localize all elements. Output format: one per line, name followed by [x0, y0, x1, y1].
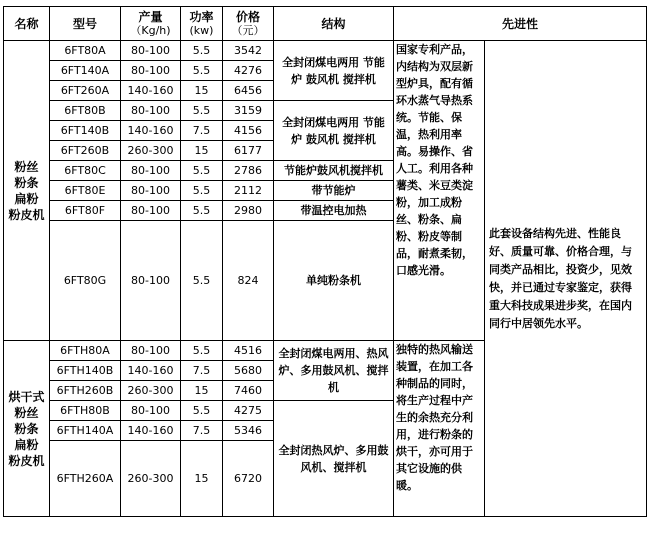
- model-cell: 6FT260B: [50, 141, 121, 161]
- output-cell: 260-300: [121, 441, 181, 517]
- category-name: [4, 341, 50, 517]
- power-cell: 15: [181, 81, 223, 101]
- header-structure: 结构: [274, 7, 394, 41]
- output-cell: 80-100: [121, 101, 181, 121]
- header-name: 名称: [4, 7, 50, 41]
- category-name: [4, 41, 50, 341]
- structure-cell: 单纯粉条机: [274, 221, 394, 341]
- model-cell: 6FTH140B: [50, 361, 121, 381]
- header-power-unit: (kw): [189, 23, 214, 37]
- price-cell: 5346: [223, 421, 274, 441]
- structure-cell: 全封闭煤电两用 节能炉 鼓风机 搅拌机: [274, 41, 394, 101]
- price-cell: 7460: [223, 381, 274, 401]
- header-output-label: 产量: [138, 9, 163, 24]
- header-power-label: 功率: [189, 9, 214, 24]
- power-cell: 5.5: [181, 101, 223, 121]
- category-name-text: 粉丝 粉条 扁粉 粉皮机: [8, 159, 45, 222]
- power-cell: 15: [181, 381, 223, 401]
- power-cell: 5.5: [181, 221, 223, 341]
- product-table: [3, 6, 647, 517]
- header-advanced: 先进性: [394, 7, 647, 41]
- output-cell: 80-100: [121, 61, 181, 81]
- output-cell: 140-160: [121, 121, 181, 141]
- structure-cell: 带节能炉: [274, 181, 394, 201]
- model-cell: 6FT80F: [50, 201, 121, 221]
- power-cell: 5.5: [181, 201, 223, 221]
- model-cell: 6FTH260B: [50, 381, 121, 401]
- structure-cell: 全封闭煤电两用、热风炉、多用鼓风机、搅拌机: [274, 341, 394, 401]
- header-output: [121, 7, 181, 41]
- output-cell: 260-300: [121, 381, 181, 401]
- output-cell: 260-300: [121, 141, 181, 161]
- model-cell: 6FTH80B: [50, 401, 121, 421]
- power-cell: 5.5: [181, 41, 223, 61]
- power-cell: 7.5: [181, 421, 223, 441]
- structure-cell: 带温控电加热: [274, 201, 394, 221]
- model-cell: 6FT140A: [50, 61, 121, 81]
- model-cell: 6FT80A: [50, 41, 121, 61]
- power-cell: 5.5: [181, 61, 223, 81]
- model-cell: 6FT80C: [50, 161, 121, 181]
- output-cell: 140-160: [121, 421, 181, 441]
- output-cell: 80-100: [121, 161, 181, 181]
- model-cell: 6FT260A: [50, 81, 121, 101]
- power-cell: 5.5: [181, 401, 223, 421]
- power-cell: 7.5: [181, 121, 223, 141]
- header-price-label: 价格: [235, 9, 260, 24]
- power-cell: 15: [181, 141, 223, 161]
- model-cell: 6FT80G: [50, 221, 121, 341]
- header-output-unit: （Kg/h): [130, 23, 171, 37]
- price-cell: 6177: [223, 141, 274, 161]
- structure-cell: 全封闭热风炉、多用鼓风机、搅拌机: [274, 401, 394, 517]
- description-cell: 独特的热风输送装置，在加工各种制品的同时，将生产过程中产生的余热充分利用，进行粉条的烘干，亦可用于其它设施的供暖。: [394, 341, 485, 517]
- price-cell: 824: [223, 221, 274, 341]
- table-row: [4, 41, 647, 61]
- power-cell: 5.5: [181, 161, 223, 181]
- output-cell: 80-100: [121, 41, 181, 61]
- model-cell: 6FT80B: [50, 101, 121, 121]
- power-cell: 5.5: [181, 341, 223, 361]
- power-cell: 5.5: [181, 181, 223, 201]
- output-cell: 140-160: [121, 361, 181, 381]
- price-cell: 3159: [223, 101, 274, 121]
- price-cell: 6720: [223, 441, 274, 517]
- model-cell: 6FTH140A: [50, 421, 121, 441]
- price-cell: 2112: [223, 181, 274, 201]
- price-cell: 2786: [223, 161, 274, 181]
- model-cell: 6FT140B: [50, 121, 121, 141]
- header-price-unit: （元）: [231, 23, 265, 37]
- price-cell: 2980: [223, 201, 274, 221]
- advanced-cell: 此套设备结构先进、性能良好、质量可靠、价格合理，与同类产品相比，投资少，见效快，并已通过专家鉴定，获得重大科技成果进步奖，在国内同行中居领先水平。: [485, 41, 647, 517]
- power-cell: 15: [181, 441, 223, 517]
- structure-cell: 节能炉鼓风机搅拌机: [274, 161, 394, 181]
- description-cell: 国家专利产品，内结构为双层新型炉具，配有循环水蒸气导热系统。节能、保温，热利用率高。易操作、省人工。利用各种薯类、米豆类淀粉，加工成粉丝、粉条、扁粉、粉皮等制品，耐煮柔韧，口感光滑。: [394, 41, 485, 341]
- price-cell: 4276: [223, 61, 274, 81]
- price-cell: 4275: [223, 401, 274, 421]
- output-cell: 80-100: [121, 201, 181, 221]
- output-cell: 80-100: [121, 341, 181, 361]
- price-cell: 5680: [223, 361, 274, 381]
- header-price: [223, 7, 274, 41]
- output-cell: 80-100: [121, 181, 181, 201]
- header-power: [181, 7, 223, 41]
- output-cell: 140-160: [121, 81, 181, 101]
- price-cell: 4516: [223, 341, 274, 361]
- output-cell: 80-100: [121, 221, 181, 341]
- model-cell: 6FT80E: [50, 181, 121, 201]
- category-name-text: 烘干式 粉丝 粉条 扁粉 粉皮机: [8, 389, 45, 468]
- model-cell: 6FTH260A: [50, 441, 121, 517]
- price-cell: 3542: [223, 41, 274, 61]
- model-cell: 6FTH80A: [50, 341, 121, 361]
- power-cell: 7.5: [181, 361, 223, 381]
- structure-cell: 全封闭煤电两用 节能炉 鼓风机 搅拌机: [274, 101, 394, 161]
- header-row: [4, 7, 647, 41]
- price-cell: 4156: [223, 121, 274, 141]
- output-cell: 80-100: [121, 401, 181, 421]
- header-model: 型号: [50, 7, 121, 41]
- price-cell: 6456: [223, 81, 274, 101]
